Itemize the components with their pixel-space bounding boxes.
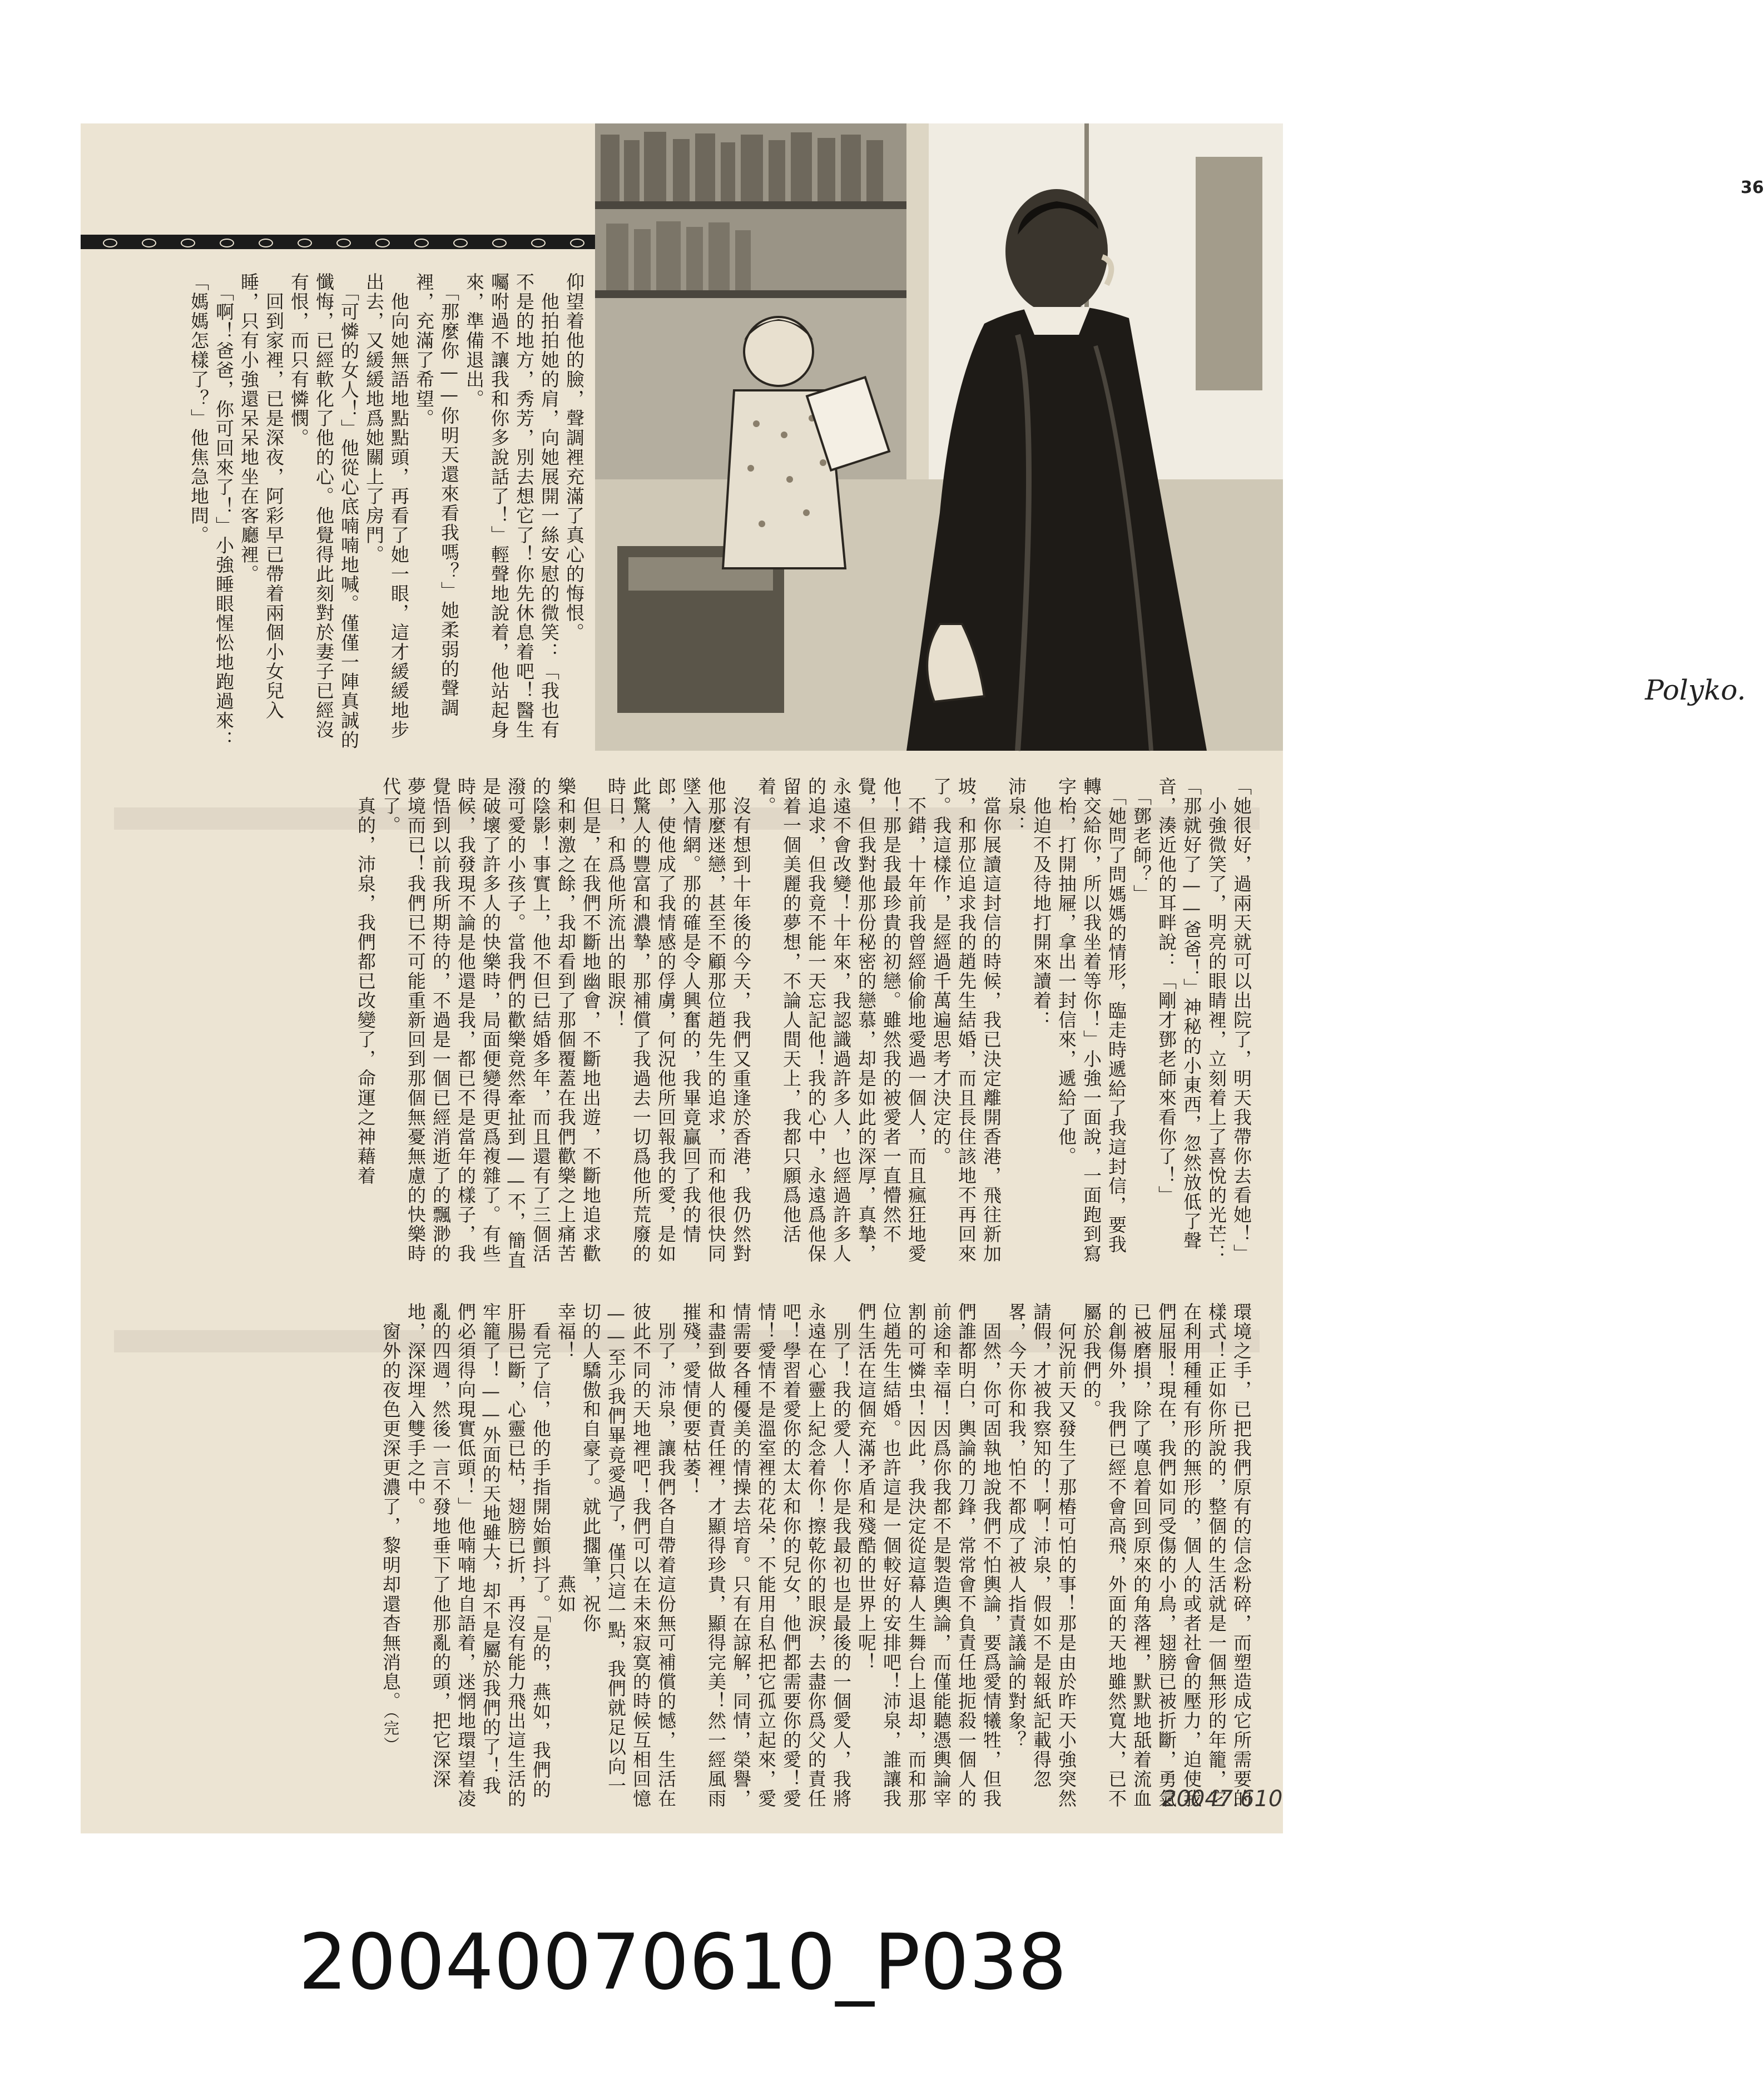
page-number: 36 — [1741, 178, 1764, 197]
text-column-1: 仰望着他的臉，聲調裡充滿了真心的悔恨。 他拍拍她的肩，向她展開一絲安慰的微笑：「我也有不是的地方，秀芳，別去想它了！你先休息着吧！醫生囑咐過不讓我和你多說話了！」輕聲地說着，他站起身來，準備退出。 「那麼你——你明天還來看我嗎？」她柔弱的聲調裡，充滿了希望。 他向她無語地點點頭，再看了她一眼，這才緩緩地步出去，又緩緩地爲她關上了房門。 「可憐的女人！」他從心底喃喃地喊。僅僅一陣真誠的懺悔，已經軟化了他的心。他覺得此刻對於妻子已經沒有恨，而只有憐憫。 回到家裡，已是深夜，阿彩早已帶着兩個小女兒入睡，只有小強還呆呆地坐在客廳裡。 「啊！爸爸，你可回來了！」小強睡眼惺忪地跑過來：「媽媽怎樣了？」他焦急地問。 — [188, 272, 585, 750]
magazine-page — [81, 123, 1764, 1833]
text-column-3-body: 環境之手，已把我們原有的信念粉碎，而塑造成它所需要的樣式！正如你所說的，整個的生活就是一個無形的年籠，它在利用種種有形的無形的，個人的或者社會的壓力，迫使我們屈服！現在，我們如同受傷的小鳥，翅膀已被折斷，勇氣已被磨損，除了嘆息着回到原來的角落裡，默默地舐着流血的創傷外，我們已經不會高飛，外面的天地雖然寬大，已不屬於我們的。 何況前天又發生了那樁可怕的事！那是由於昨天小強突然請假，才被我察知的！啊！沛泉，假如不是報紙記載得忽畧，今天你和我，怕不都成了被人指責議論的對象？ 固然，你可固執地說我們不怕輿論，要爲愛情犧牲，但我們誰都明白，輿論的刀鋒，常常會不負責任地扼殺一個人的前途和幸福！因爲你我都不是製造輿論，而僅能聽憑輿論宰割的可憐虫！因此，我決定從這幕人生舞台上退却，而和那位趙先生結婚。也許這是一個較好的安排吧！沛泉，誰讓我們生活在這個充滿矛盾和殘酷的世界上呢！ 別了！我的愛人！你是我最初也是最後的一個愛人，我將永遠在心靈上紀念着你！擦乾你的眼淚，去盡你爲父的責任吧！學習着愛你的太太和你的兒女，他們都需要你的愛！愛情！愛情不是溫室裡的花朵，不能用自私把它孤立起來，愛情需要各種優美的情操去培育。只有在諒解，同情，榮譽，和盡到做人的責任裡，才顯得珍貴，顯得完美！然一經風雨摧殘，愛情便要枯萎！ 別了，沛泉，讓我們各自帶着這份無可補償的憾，生活在彼此不同的天地裡吧！我們可以在未來寂寞的時候互相回憶——至少我們畢竟愛過了，僅只這一點，我們就足以向一切的人驕傲和自豪了。就此擱筆，祝你 幸福！ 燕如 看完了信，他的手指開始顫抖了。「是的，燕如，我們的肝腸已斷，心靈已枯，翅膀已折，再沒有能力飛出這生活的牢籠了！——外面的天地雖大，却不是屬於我們的了！我們必須得向現實低頭！」他喃喃地自語着，迷惘地環望着凌亂的四週，然後一言不發地垂下了他那亂的頭，把它深深地，深深埋入雙手之中。 窗外的夜色更深更濃了，黎明却還杳無消息。 — [380, 1302, 1252, 1808]
end-mark: （完） — [381, 1711, 400, 1753]
text-column-2: 「她很好，過兩天就可以出院了，明天我帶你去看她！」 小強微笑了，明亮的眼睛裡，立刻着上了喜悅的光芒：「那就好了——爸爸！」神秘的小東西，忽然放低了聲音，湊近他的耳畔說：「剛才鄧老師來看你了！」 「鄧老師？」 「她問了問媽媽的情形，臨走時遞給了我這封信，要我轉交給你，所以我坐着等你！」小強一面說，一面跑到寫字枱，打開抽屜，拿出一封信來，遞給了他。 他迫不及待地打開來讀着： 沛泉： 當你展讀這封信的時候，我已決定離開香港，飛往新加坡，和那位追求我的趙先生結婚，而且長住該地不再回來了。我這樣作，是經過千萬遍思考才決定的。 不錯，十年前我曾經偷偷地愛過一個人，而且瘋狂地愛他！那是我最珍貴的初戀。雖然我的被愛者一直懵然不覺，但我對他那份秘密的戀慕，却是如此的深厚，真摯，永遠不會改變！十年來，我認識過許多人，也經過許多人的追求，但我竟不能一天忘記他！我的心中，永遠爲他保留着一個美麗的夢想，不論人間天上，我都只願爲他活着。 沒有想到十年後的今天，我們又重逢於香港，我仍然對他那麼迷戀，甚至不顧那位趙先生的追求，而和他很快同墜入情網。那的確是令人興奮的，我畢竟贏回了我的情郎，使他成了我情感的俘虜，何況他所回報我的愛，是如此驚人的豐富和濃摯，那補償了我過去一切爲他所荒廢的時日，和爲他所流出的眼淚！ 但是，在我們不斷地幽會，不斷地出遊，不斷地追求歡樂和刺激之餘，我却看到了那個覆蓋在我們歡樂之上痛苦的陰影！事實上，他不但已結婚多年，而且還有了三個活潑可愛的小孩子。當我們的歡樂竟然牽扯到——不，簡直是破壞了許多人的快樂時，局面便變得更爲複雜了。有些時候，我發現不論是他還是我，都已不是當年的樣子，我覺悟到以前我所期待的，不過是一個已經消逝了的飄渺的夢境而已！我們已不可能重新回到那個無憂無慮的快樂時代了。 真的，沛泉，我們都已改變了，命運之神藉着 — [355, 777, 1252, 1270]
decorative-border — [81, 235, 595, 249]
archive-caption: 20040070610_P038 — [298, 1917, 1067, 2007]
illustration-man-and-boy-icon — [595, 123, 1283, 751]
archive-stamp: 20047.610 — [1162, 1786, 1283, 1812]
artist-signature: Polyko. — [1645, 674, 1746, 706]
text-column-3 — [120, 1302, 1254, 1811]
illustration — [595, 123, 1764, 751]
